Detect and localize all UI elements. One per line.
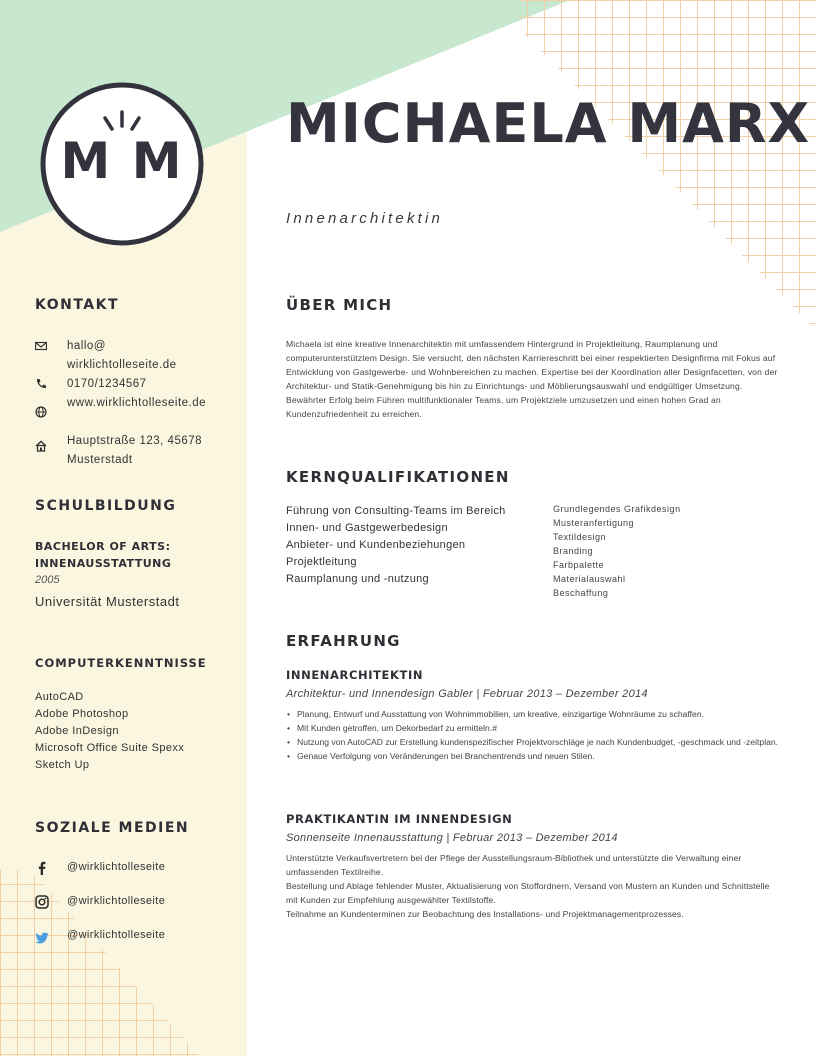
qualification-item: Textildesign [553, 532, 607, 542]
phone-icon [35, 378, 47, 390]
computer-skills-heading: COMPUTERKENNTNISSE [35, 656, 207, 670]
web-text: www.wirklichtolleseite.de [67, 397, 207, 409]
qualification-item: Farbpalette [553, 560, 605, 570]
social-facebook[interactable] [35, 860, 225, 880]
skill-item: Sketch Up [35, 759, 90, 771]
sidebar [0, 0, 247, 1056]
qualification-item: Grundlegendes Grafikdesign [553, 504, 681, 514]
social-instagram[interactable] [35, 894, 225, 914]
qualification-item: Anbieter- und Kundenbeziehungen [286, 539, 466, 551]
about-text: Michaela ist eine kreative Innenarchitektin mit umfassendem Hintergrund in Projektleitung, Raumplanung und computerunterstütztem Design. Sie versucht, den nächsten Karriereschritt bei einer respektierten Designfirma mit Fokus auf Entwicklung von Gastgewerbe- und Wohnbereichen zu machen. Expertise bei der Koordination aller Designfacetten, von der Architektur- und Statik-Genehmigung bis hin zu Einrichtungs- und Möblierungsauswahl und endgültiger Umsetzung. Bewährter Erfolg beim Führen multifunktionaler Teams, um Projektziele umzusetzen und einen hohen Grad an Kundenzufriedenheit zu erreichen. [286, 339, 778, 420]
instagram-icon [35, 895, 49, 909]
job-paragraph: Teilnahme an Kundenterminen zur Beobachtung des Installations- und Projektmanagementprozesses. [286, 909, 684, 919]
qualification-item: Materialauswahl [553, 574, 626, 584]
qualification-item: Projektleitung [286, 556, 357, 568]
qualifications-right-list [553, 502, 753, 600]
globe-icon [35, 406, 47, 418]
education-year: 2005 [35, 574, 60, 586]
bullet-item: • Planung, Entwurf und Ausstattung von Wohnimmobilien, um kreative, einzigartige Wohnräume zu schaffen. [297, 707, 789, 721]
job-paragraph: Unterstützte Verkaufsvertretern bei der Pflege der Ausstellungsraum-Bibliothek und unterstützte die Verwaltung einer umfassenden Textilreihe. [286, 853, 742, 877]
phone-text: 0170/1234567 [67, 378, 147, 390]
social-twitter[interactable] [35, 928, 225, 948]
qualification-item: Branding [553, 546, 594, 556]
qualifications-left-list [286, 503, 536, 588]
qualification-item: Musteranfertigung [553, 518, 635, 528]
job-2-description [286, 851, 778, 921]
instagram-handle: @wirklichtolleseite [67, 895, 166, 907]
skill-item: Adobe InDesign [35, 725, 119, 737]
contact-heading: KONTAKT [35, 297, 120, 313]
skill-item: Adobe Photoshop [35, 708, 129, 720]
facebook-icon [35, 861, 49, 875]
job-title-2: PRAKTIKANTIN IM INNENDESIGN [286, 812, 513, 826]
job-paragraph: Bestellung und Ablage fehlender Muster, Aktualisierung von Stoffordnern, Versand von Mustern an Kunden und Schnittstelle mit Kunden zur Empfehlung ausgewählter Textilstoffe. [286, 881, 770, 905]
envelope-icon [35, 340, 47, 352]
twitter-handle: @wirklichtolleseite [67, 929, 166, 941]
job-title: Innenarchitektin [286, 210, 444, 227]
qualification-item: Beschaffung [553, 588, 609, 598]
main-content [286, 0, 811, 1056]
job-1-bullets [286, 707, 789, 763]
job-subtitle-1: Architektur- und Innendesign Gabler | Februar 2013 – Dezember 2014 [286, 688, 648, 700]
qualifications-heading: KERNQUALIFIKATIONEN [286, 468, 510, 486]
bullet-item: • Mit Kunden getroffen, um Dekorbedarf zu ermitteln.# [297, 721, 789, 735]
experience-heading: ERFAHRUNG [286, 632, 401, 650]
qualification-item: Führung von Consulting-Teams im Bereich Innen- und Gastgewerbedesign [286, 505, 506, 534]
monogram-letters: M M [60, 132, 184, 190]
bullet-item: • Nutzung von AutoCAD zur Erstellung kundenspezifischer Projektvorschläge je nach Kundenbudget, -geschmack und -zeitplan. [297, 735, 789, 749]
degree-title: BACHELOR OF ARTS: INNENAUSSTATTUNG [35, 540, 172, 570]
facebook-handle: @wirklichtolleseite [67, 861, 166, 873]
twitter-icon [35, 931, 49, 945]
computer-skills-list [35, 689, 184, 774]
skill-item: Microsoft Office Suite Spexx [35, 742, 185, 754]
job-subtitle-2: Sonnenseite Innenausstattung | Februar 2013 – Dezember 2014 [286, 832, 618, 844]
home-icon [35, 440, 47, 452]
skill-item: AutoCAD [35, 691, 84, 703]
social-heading: SOZIALE MEDIEN [35, 820, 190, 836]
job-title-1: INNENARCHITEKTIN [286, 668, 424, 682]
about-heading: ÜBER MICH [286, 296, 393, 314]
qualification-item: Raumplanung und -nutzung [286, 573, 429, 585]
person-name: MICHAELA MARX [286, 92, 811, 155]
bullet-item: • Genaue Verfolgung von Veränderungen bei Branchentrends und neuen Stilen. [297, 749, 789, 763]
education-heading: SCHULBILDUNG [35, 498, 177, 514]
address-text: Hauptstraße 123, 45678 Musterstadt [67, 435, 203, 466]
email-text: hallo@ wirklichtolleseite.de [67, 340, 177, 371]
university-name: Universität Musterstadt [35, 594, 180, 609]
